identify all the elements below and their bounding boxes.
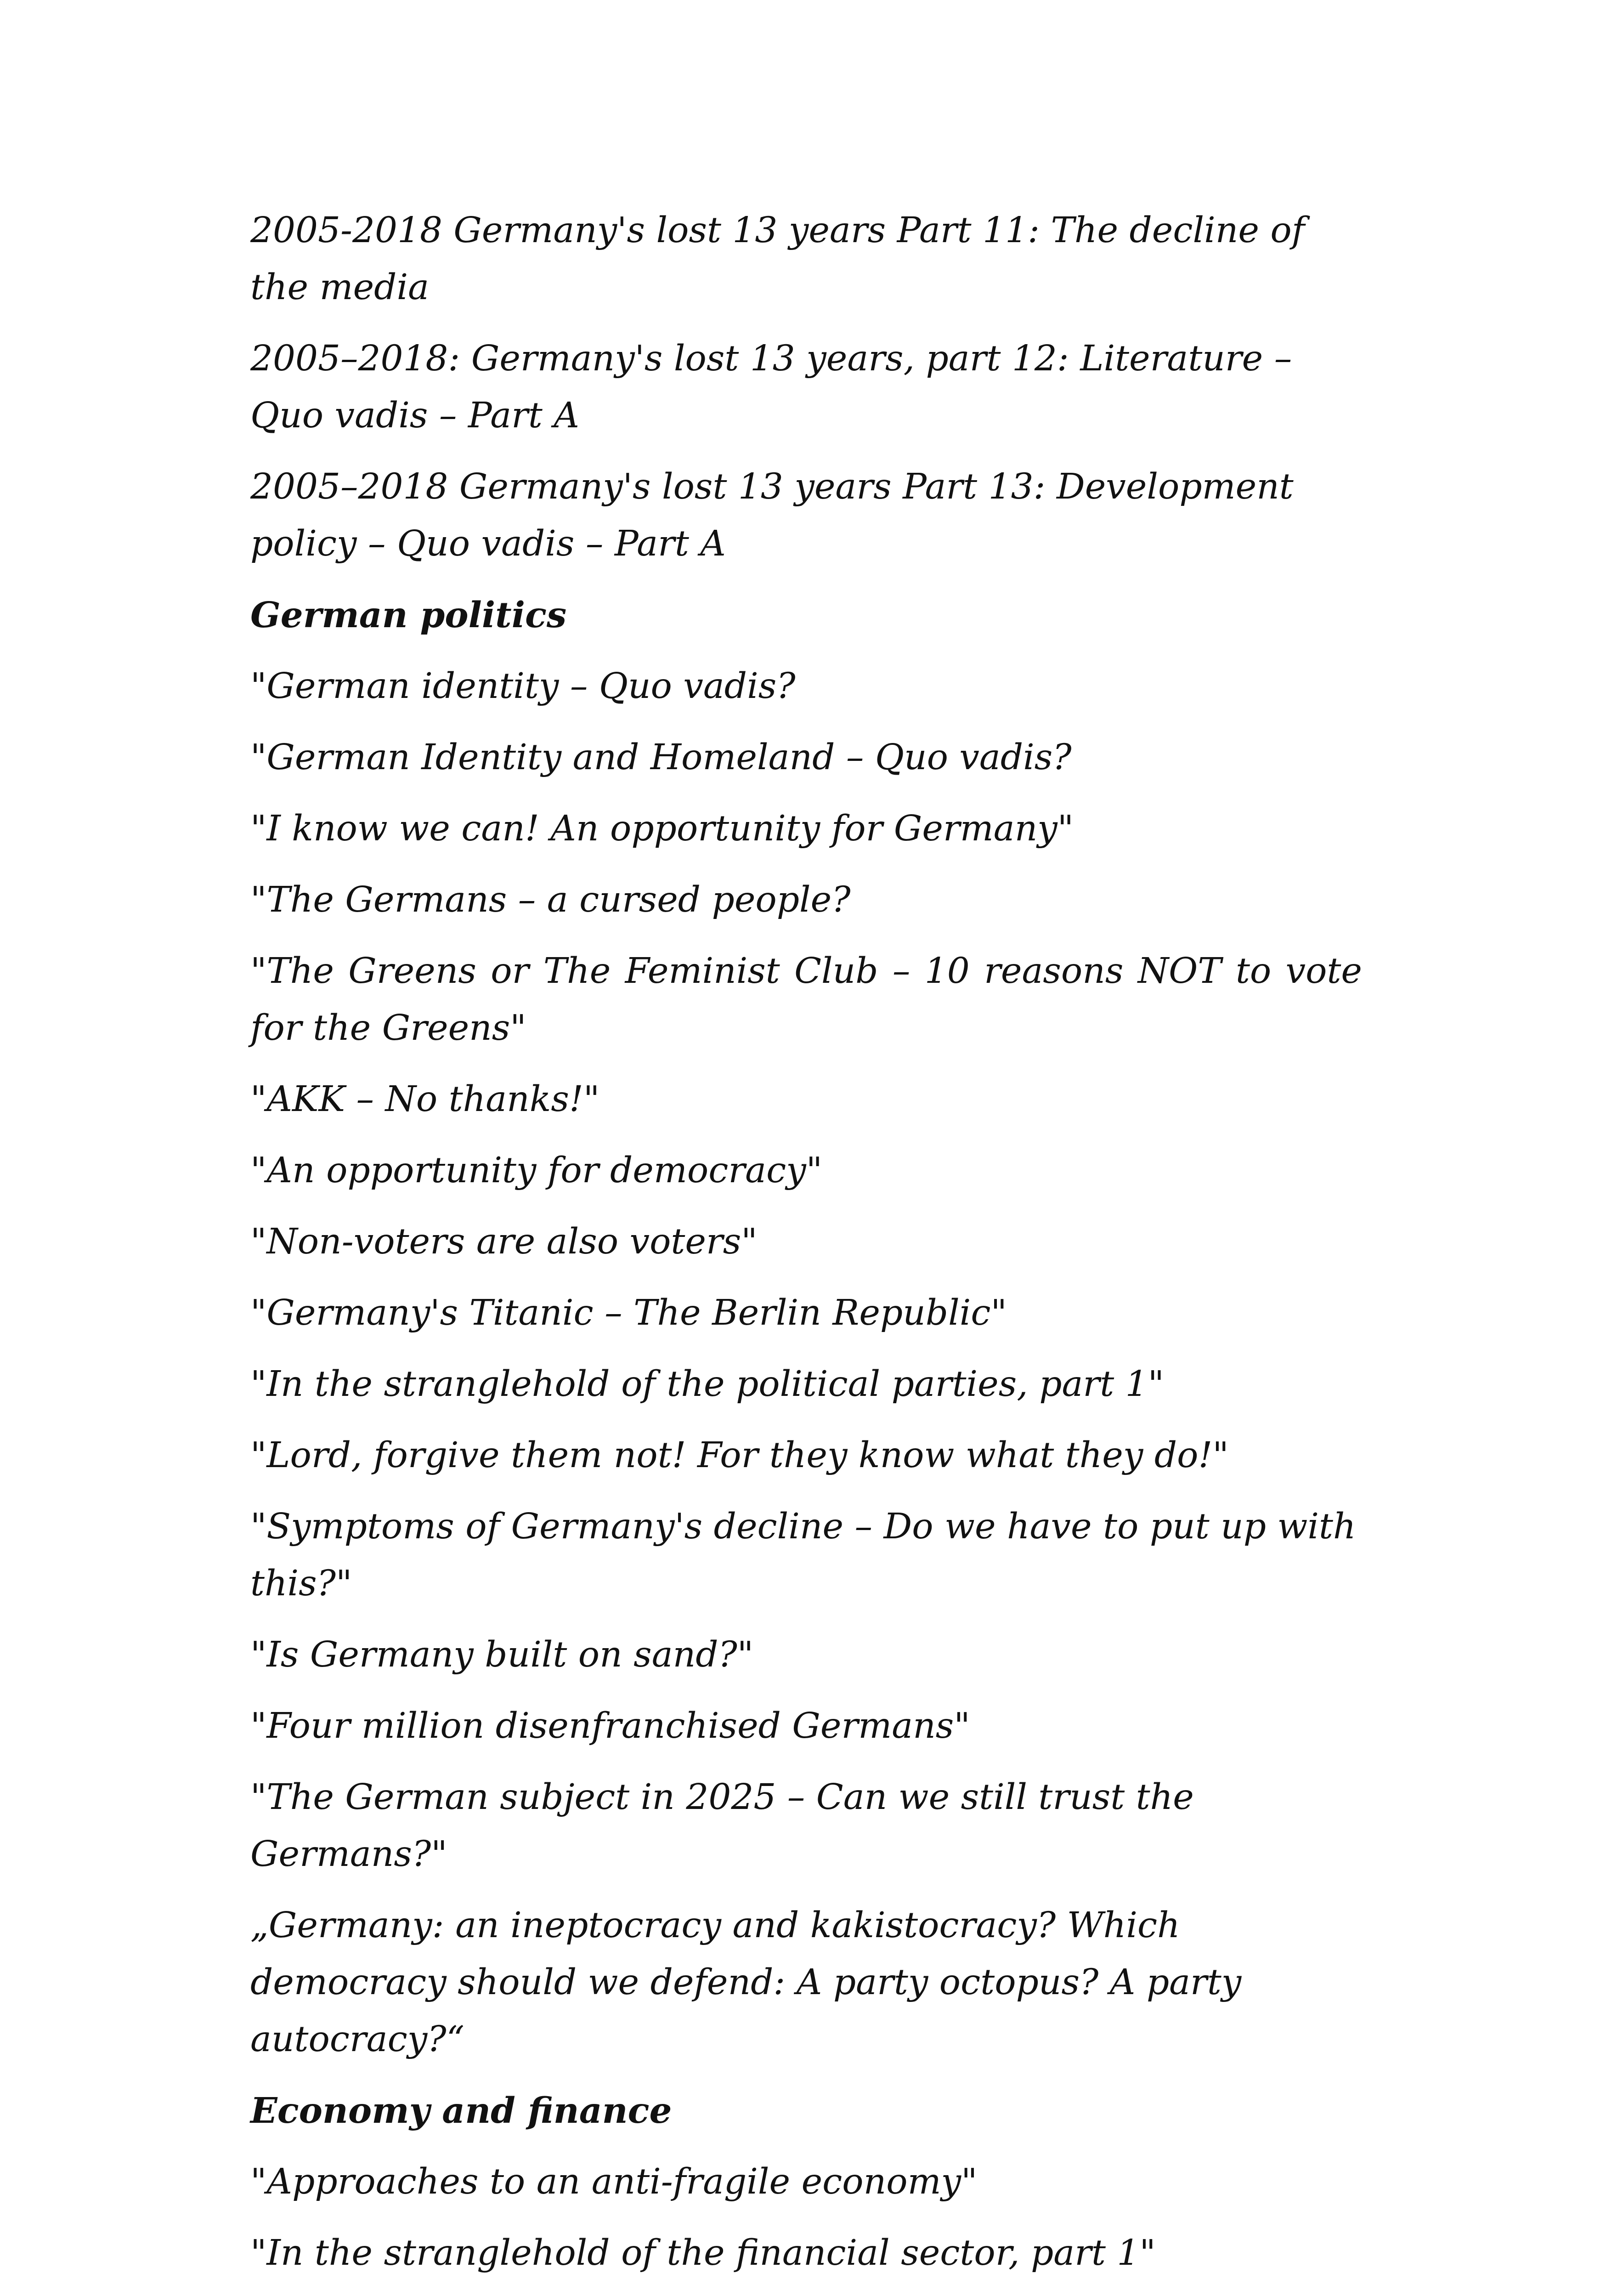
list-item: "The German subject in 2025 – Can we still trust the Germans?" [250,1777,1194,1875]
list-item: "Approaches to an anti-fragile economy" [250,2161,978,2202]
list-item: "Non-voters are also voters" [250,1221,758,1262]
list-item: 2005–2018 Germany's lost 13 years Part 13: Development policy – Quo vadis – Part A [250,466,1294,564]
list-item: "In the stranglehold of the financial sector, part 1" [250,2233,1156,2273]
list-item: "German identity – Quo vadis? [250,666,796,707]
list-item: "German Identity and Homeland – Quo vadis? [250,737,1072,778]
list-item: "I know we can! An opportunity for Germany" [250,808,1074,849]
list-item: 2005–2018: Germany's lost 13 years, part 12: Literature – Quo vadis – Part A [250,338,1292,436]
section-heading-german-politics: German politics [250,595,567,636]
list-item: "Is Germany built on sand?" [250,1634,754,1675]
list-item: „Germany: an ineptocracy and kakistocracy? Which democracy should we defend: A party octopus? A party autocracy?“ [250,1905,1242,2060]
list-item: "Symptoms of Germany's decline – Do we have to put up with this?" [250,1506,1356,1604]
list-item: "AKK – No thanks!" [250,1079,600,1120]
list-item: "Germany's Titanic – The Berlin Republic" [250,1293,1007,1333]
section-heading-economy-and-finance: Economy and finance [250,2090,672,2132]
list-item: "The Greens or The Feminist Club – 10 reasons NOT to vote for the Greens" [250,951,1362,1049]
list-item: "An opportunity for democracy" [250,1150,823,1191]
document-body [250,202,1362,2296]
list-item: 2005-2018 Germany's lost 13 years Part 11: The decline of the media [250,210,1305,308]
list-item: "Four million disenfranchised Germans" [250,1706,970,1746]
list-item: "In the stranglehold of the political parties, part 1" [250,1364,1165,1405]
list-item: "The Germans – a cursed people? [250,879,851,920]
list-item: "Lord, forgive them not! For they know what they do!" [250,1435,1229,1476]
